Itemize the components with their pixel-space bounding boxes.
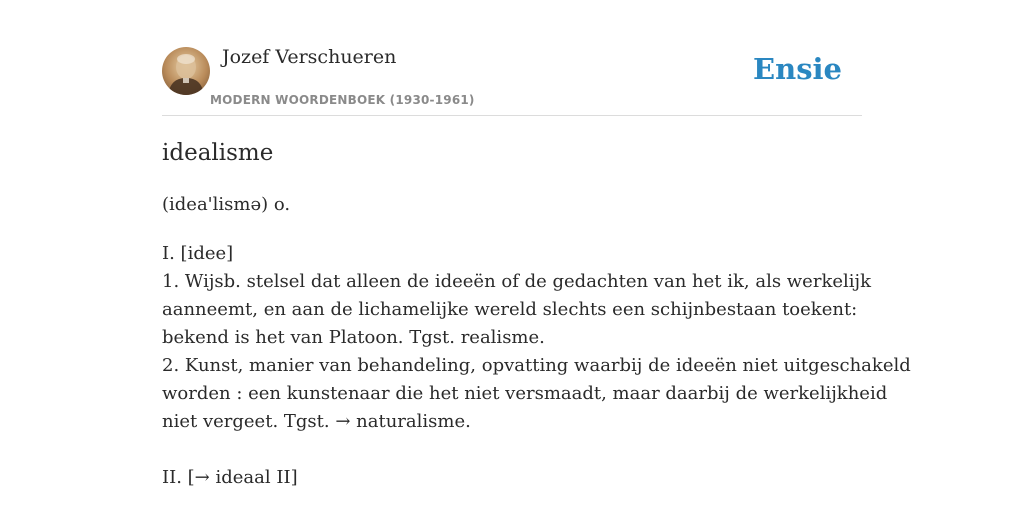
definition-line: worden : een kunstenaar die het niet versmaadt, maar daarbij de werkelijkheid [162,383,888,404]
definition-line: bekend is het van Platoon. Tgst. realisme. [162,327,545,348]
definition-line: II. [→ ideaal II] [162,467,298,488]
entry-title: idealisme [162,140,274,166]
author-name-link[interactable]: Jozef Verschueren [222,46,397,68]
author-avatar[interactable] [162,47,210,95]
entry-definition [162,240,911,492]
entry-pronunciation: (idea'lismə) o. [162,194,291,215]
source-label: MODERN WOORDENBOEK (1930-1961) [210,93,475,107]
definition-line: 1. Wijsb. stelsel dat alleen de ideeën of de gedachten van het ik, als werkelijk [162,271,872,292]
page [162,0,911,512]
portrait-icon [162,47,210,95]
paragraph-gap [162,436,862,464]
definition-line: 2. Kunst, manier van behandeling, opvatting waarbij de ideeën niet uitgeschakeld [162,355,911,376]
header [162,0,862,116]
definition-line: aanneemt, en aan de lichamelijke wereld slechts een schijnbestaan toekent: [162,299,858,320]
definition-line: I. [idee] [162,243,234,264]
brand-logo-link[interactable]: Ensie [753,52,842,86]
definition-line: niet vergeet. Tgst. → naturalisme. [162,411,471,432]
